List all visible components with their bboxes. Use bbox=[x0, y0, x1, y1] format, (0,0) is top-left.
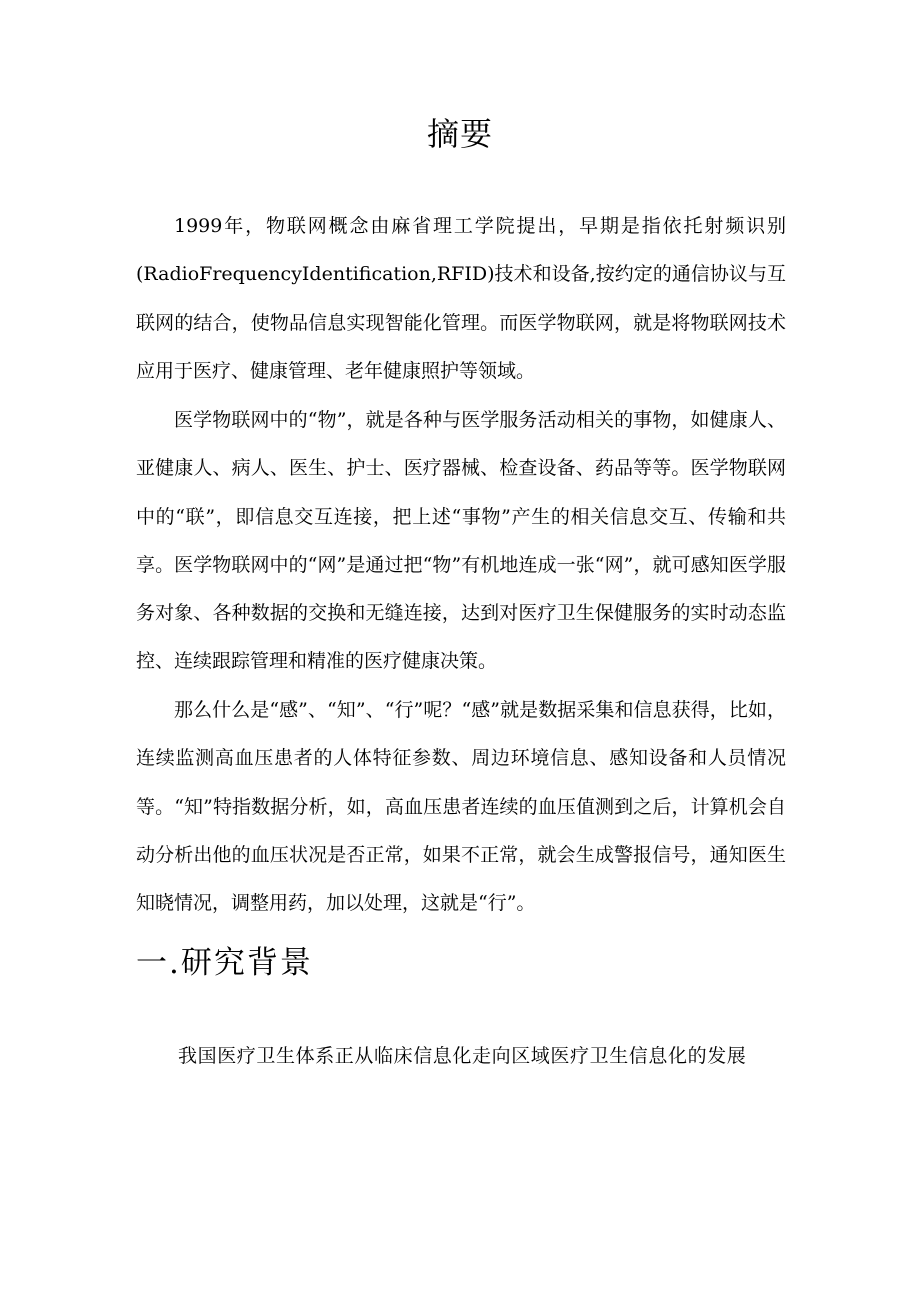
document-title: 摘要 bbox=[426, 115, 493, 153]
section-heading: 一.研究背景 bbox=[136, 945, 313, 981]
abstract-paragraph-3: 那么什么是“感”、“知”、“行”呢？“感”就是数据采集和信息获得，比如，连续监测高血压患者的人体特征参数、周边环境信息、感知设备和人员情况等。“知”特指数据分析，如，高血压患者连续的血压值测到之后，计算机会自动分析出他的血压状况是否正常，如果不正常，就会生成警报信号，通知医生知晓情况，调整用药，加以处理，这就是“行”。 bbox=[136, 699, 786, 915]
abstract-paragraph-1: 1999年，物联网概念由麻省理工学院提出，早期是指依托射频识别(RadioFrequencyIdentification,RFID)技术和设备,按约定的通信协议与互联网的结合，使物品信息实现智能化管理。而医学物联网，就是将物联网技术应用于医疗、健康管理、老年健康照护等领域。 bbox=[136, 215, 786, 382]
section-paragraph: 我国医疗卫生体系正从临床信息化走向区域医疗卫生信息化的发展 bbox=[178, 1045, 747, 1067]
abstract-paragraph-2: 医学物联网中的“物”，就是各种与医学服务活动相关的事物，如健康人、亚健康人、病人、医生、护士、医疗器械、检查设备、药品等等。医学物联网中的“联”，即信息交互连接，把上述“事物”产生的相关信息交互、传输和共享。医学物联网中的“网”是通过把“物”有机地连成一张“网”，就可感知医学服务对象、各种数据的交换和无缝连接，达到对医疗卫生保健服务的实时动态监控、连续跟踪管理和精准的医疗健康决策。 bbox=[136, 409, 786, 673]
